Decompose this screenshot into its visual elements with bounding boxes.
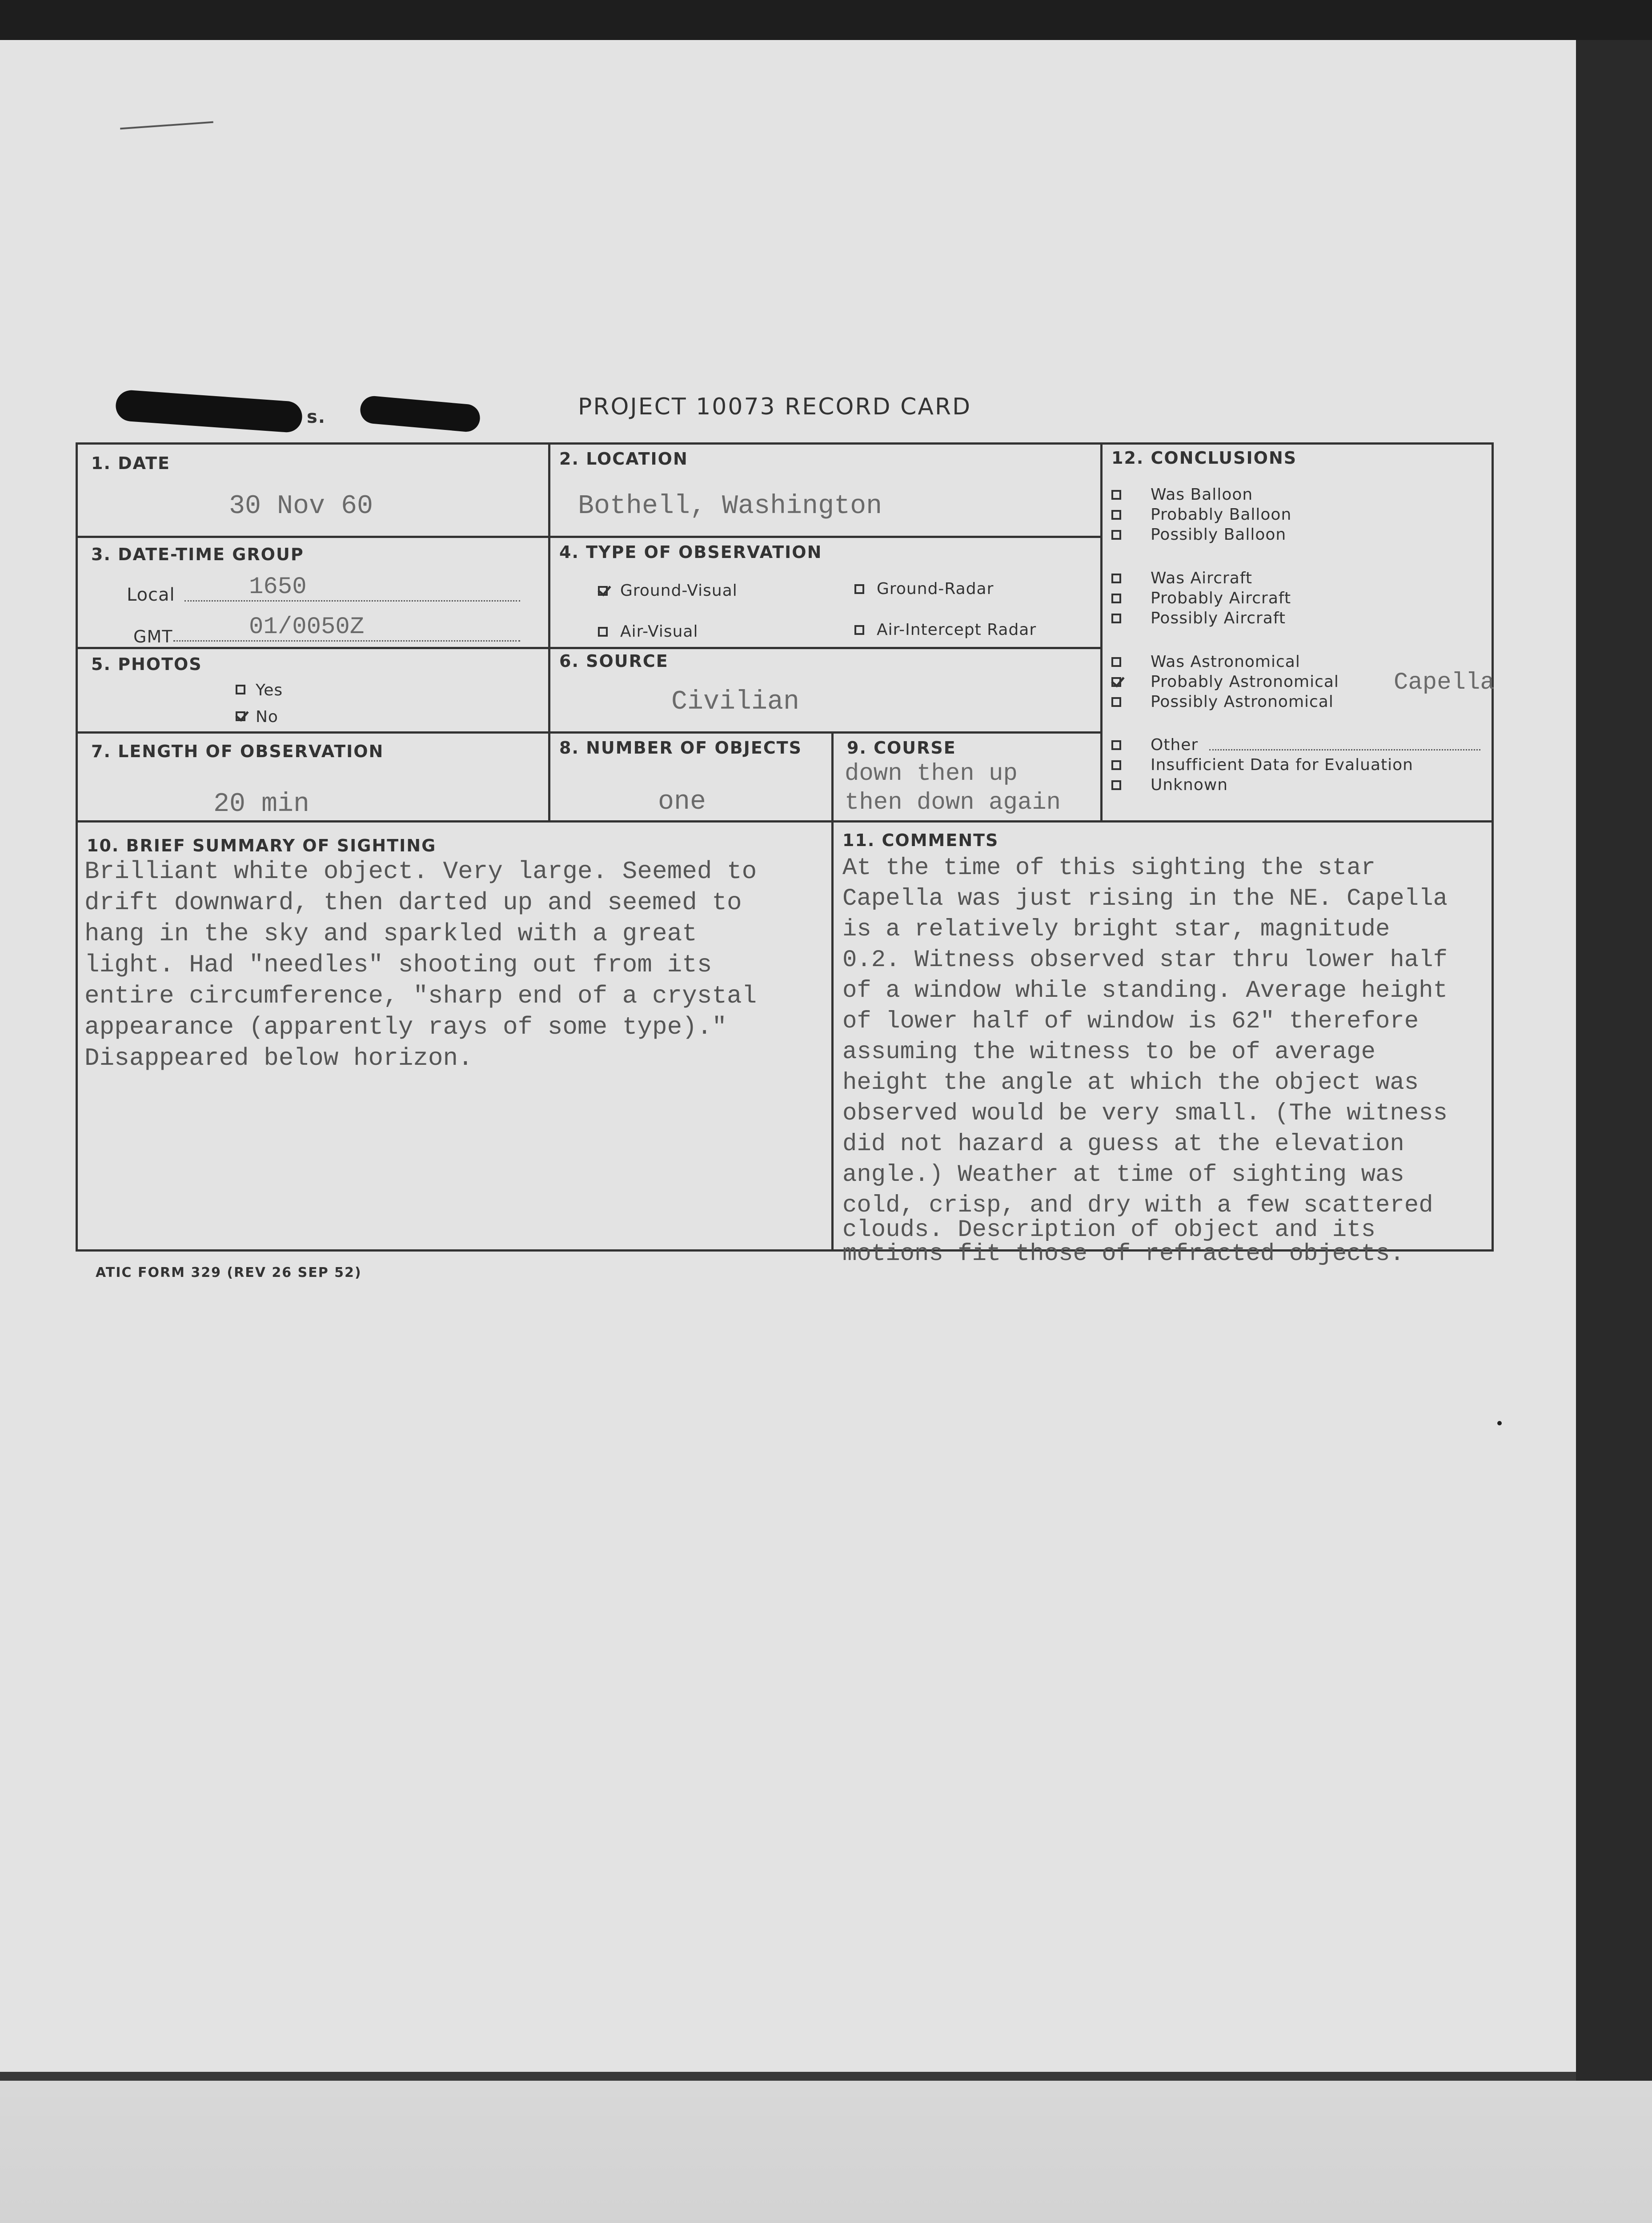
summary-line: hang in the sky and sparkled with a great (84, 919, 697, 948)
comment-line: is a relatively bright star, magnitude (842, 916, 1390, 943)
ground-radar-label: Ground-Radar (877, 580, 994, 598)
was-astronomical-label: Was Astronomical (1151, 653, 1300, 671)
form-border-right (1492, 442, 1494, 1252)
date-value: 30 Nov 60 (229, 491, 373, 522)
divider (1100, 442, 1103, 820)
air-visual-checkbox[interactable] (598, 627, 608, 637)
summary-line: appearance (apparently rays of some type)." (84, 1013, 727, 1041)
course-line-2: then down again (845, 789, 1061, 816)
probably-aircraft-label: Probably Aircraft (1151, 589, 1291, 607)
source-value: Civilian (671, 687, 800, 717)
num-objects-label: 8. NUMBER OF OBJECTS (559, 738, 802, 758)
comment-line: observed would be very small. (The witness (842, 1100, 1448, 1127)
ground-visual-label: Ground-Visual (620, 582, 738, 600)
header-prefix: s. (307, 407, 326, 427)
photos-label: 5. PHOTOS (91, 654, 202, 674)
lower-sheet (0, 2081, 1652, 2223)
date-label: 1. DATE (91, 453, 170, 473)
dtg-local-value: 1650 (249, 574, 307, 601)
course-line-1: down then up (845, 760, 1018, 787)
divider (76, 731, 1103, 734)
summary-line: entire circumference, "sharp end of a crystal (84, 982, 757, 1010)
comments-label: 11. COMMENTS (842, 831, 999, 850)
summary-line: Disappeared below horizon. (84, 1044, 473, 1072)
photos-yes-label: Yes (256, 681, 283, 699)
comment-line: assuming the witness to be of average (842, 1039, 1375, 1066)
source-label: 6. SOURCE (559, 651, 669, 671)
insufficient-data-label: Insufficient Data for Evaluation (1151, 756, 1413, 774)
location-value: Bothell, Washington (578, 491, 882, 522)
was-balloon-label: Was Balloon (1151, 486, 1253, 504)
was-balloon-checkbox[interactable] (1111, 490, 1121, 500)
possibly-aircraft-label: Possibly Aircraft (1151, 609, 1286, 627)
comment-line: of lower half of window is 62" therefore (842, 1008, 1419, 1035)
ground-radar-checkbox[interactable] (854, 584, 864, 594)
card-title: PROJECT 10073 RECORD CARD (578, 393, 972, 420)
comment-line: Capella was just rising in the NE. Capella (842, 885, 1448, 912)
divider (548, 442, 550, 820)
was-aircraft-label: Was Aircraft (1151, 569, 1253, 587)
probably-astronomical-label: Probably Astronomical (1151, 673, 1339, 691)
form-border-top (76, 442, 1494, 445)
photos-no-checkbox[interactable] (236, 711, 245, 721)
other-checkbox[interactable] (1111, 740, 1121, 750)
comment-line: did not hazard a guess at the elevation (842, 1131, 1404, 1158)
ground-visual-checkbox[interactable] (598, 586, 608, 596)
divider (76, 820, 1494, 823)
right-edge (1576, 40, 1652, 2081)
possibly-astronomical-checkbox[interactable] (1111, 697, 1121, 707)
form-border-left (76, 442, 78, 1252)
divider (831, 734, 834, 823)
comment-line: cold, crisp, and dry with a few scattered (842, 1192, 1433, 1219)
air-visual-label: Air-Visual (620, 622, 698, 641)
comment-line: 0.2. Witness observed star thru lower half (842, 947, 1448, 974)
dtg-label: 3. DATE-TIME GROUP (91, 545, 304, 564)
photos-no-label: No (256, 708, 278, 726)
dtg-local-label: Local (127, 585, 175, 605)
insufficient-data-checkbox[interactable] (1111, 760, 1121, 770)
num-objects-value: one (658, 787, 706, 817)
photos-yes-checkbox[interactable] (236, 685, 245, 694)
divider (76, 536, 1103, 538)
unknown-checkbox[interactable] (1111, 780, 1121, 790)
was-aircraft-checkbox[interactable] (1111, 574, 1121, 583)
was-astronomical-checkbox[interactable] (1111, 657, 1121, 667)
probably-balloon-label: Probably Balloon (1151, 506, 1292, 524)
top-edge (0, 0, 1652, 40)
possibly-astronomical-label: Possibly Astronomical (1151, 693, 1334, 711)
course-label: 9. COURSE (847, 738, 956, 758)
location-label: 2. LOCATION (559, 449, 688, 469)
summary-label: 10. BRIEF SUMMARY OF SIGHTING (87, 836, 437, 855)
other-line (1209, 749, 1480, 752)
comment-line: motions fit those of refracted objects. (842, 1240, 1404, 1268)
comment-line: angle.) Weather at time of sighting was (842, 1161, 1404, 1188)
dtg-gmt-value: 01/0050Z (249, 614, 365, 641)
type-obs-label: 4. TYPE OF OBSERVATION (559, 542, 822, 562)
comment-line: height the angle at which the object was (842, 1069, 1419, 1096)
probably-astronomical-checkbox[interactable] (1111, 677, 1121, 687)
probably-aircraft-checkbox[interactable] (1111, 594, 1121, 603)
air-intercept-radar-checkbox[interactable] (854, 625, 864, 635)
dtg-local-line (184, 600, 520, 603)
stray-dot (1497, 1421, 1502, 1425)
length-value: 20 min (213, 789, 310, 819)
other-label: Other (1151, 736, 1199, 754)
comment-line: clouds. Description of object and its (842, 1216, 1375, 1244)
summary-line: light. Had "needles" shooting out from its (84, 951, 712, 979)
possibly-balloon-checkbox[interactable] (1111, 530, 1121, 540)
divider (76, 647, 1103, 649)
conclusions-label: 12. CONCLUSIONS (1111, 448, 1297, 468)
astronomical-note: Capella (1394, 669, 1495, 696)
air-intercept-radar-label: Air-Intercept Radar (877, 621, 1037, 639)
probably-balloon-checkbox[interactable] (1111, 510, 1121, 520)
possibly-balloon-label: Possibly Balloon (1151, 526, 1287, 544)
form-number: ATIC FORM 329 (REV 26 SEP 52) (96, 1265, 362, 1280)
possibly-aircraft-checkbox[interactable] (1111, 614, 1121, 623)
divider (831, 823, 834, 1249)
summary-line: drift downward, then darted up and seemed to (84, 888, 742, 917)
comment-line: of a window while standing. Average height (842, 977, 1448, 1004)
dtg-gmt-label: GMT (133, 627, 173, 646)
length-label: 7. LENGTH OF OBSERVATION (91, 742, 384, 761)
unknown-label: Unknown (1151, 776, 1228, 794)
comment-line: At the time of this sighting the star (842, 855, 1375, 882)
summary-line: Brilliant white object. Very large. Seemed to (84, 857, 757, 886)
